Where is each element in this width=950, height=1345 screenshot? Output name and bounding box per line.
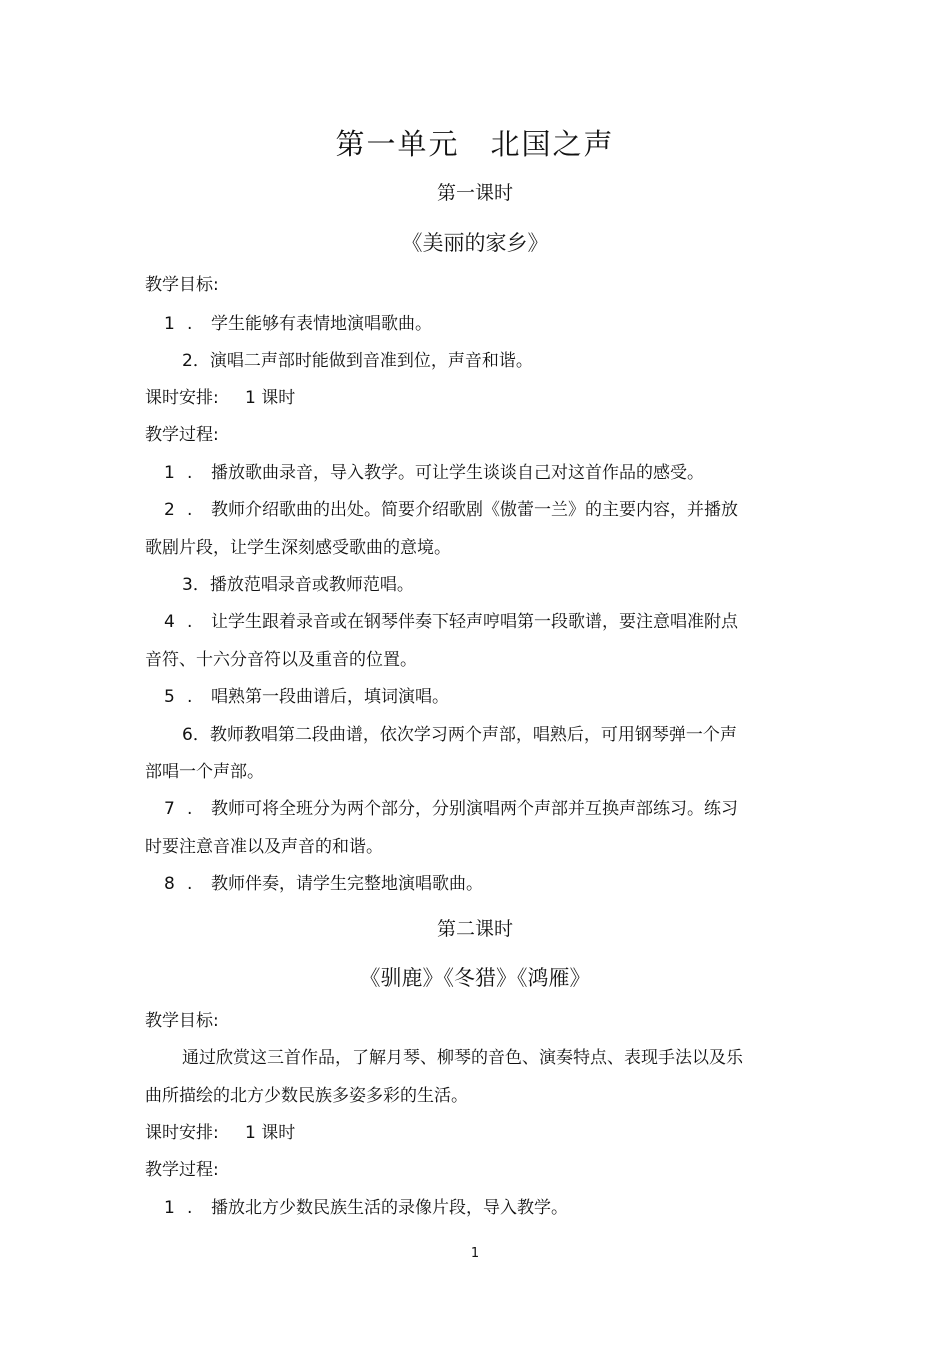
lesson1-step-1-text: 播放歌曲录音，导入教学。可让学生谈谈自己对这首作品的感受。 — [211, 463, 704, 483]
lesson1-step-8-dot: . — [187, 874, 193, 894]
lesson1-song-title: 《美丽的家乡》 — [401, 231, 549, 255]
lesson1-step-7-continuation: 时要注意音准以及声音的和谐。 — [145, 837, 383, 857]
lesson1-goal-1-dot: . — [187, 314, 193, 334]
lesson1-step-1-number: 1 — [164, 463, 175, 483]
lesson1-step-4-text: 让学生跟着录音或在钢琴伴奏下轻声哼唱第一段歌谱，要注意唱准附点 — [211, 612, 738, 632]
lesson1-schedule-label: 课时安排: — [145, 388, 219, 408]
lesson2-song-titles: 《驯鹿》《冬猎》《鸿雁》 — [359, 966, 591, 990]
lesson1-step-6: 6．教师教唱第二段曲谱，依次学习两个声部，唱熟后，可用钢琴弹一个声 — [182, 725, 737, 745]
lesson1-step-8-number: 8 — [164, 874, 175, 894]
lesson1-step-4-dot: . — [187, 612, 193, 632]
lesson1-heading: 第一课时 — [436, 182, 513, 204]
lesson2-heading: 第二课时 — [436, 918, 513, 940]
lesson1-schedule-value: 1 课时 — [245, 388, 296, 408]
lesson1-step-3: 3．播放范唱录音或教师范唱。 — [182, 575, 414, 595]
lesson1-goals-label: 教学目标: — [145, 275, 219, 295]
lesson1-goal-1-number: 1 — [164, 314, 175, 334]
lesson1-step-5-dot: . — [187, 687, 193, 707]
lesson1-step-7-number: 7 — [164, 799, 175, 819]
lesson1-goal-1-text: 学生能够有表情地演唱歌曲。 — [211, 314, 432, 334]
lesson1-process-label: 教学过程: — [145, 425, 219, 445]
lesson1-step-2-continuation: 歌剧片段，让学生深刻感受歌曲的意境。 — [145, 538, 451, 558]
lesson1-step-6-continuation: 部唱一个声部。 — [145, 762, 264, 782]
lesson1-step-2-number: 2 — [164, 500, 175, 520]
lesson2-goals-label: 教学目标: — [145, 1011, 219, 1031]
unit-title: 第一单元 北国之声 — [335, 127, 615, 161]
lesson1-goal-2: 2．演唱二声部时能做到音准到位，声音和谐。 — [182, 351, 533, 371]
lesson1-step-4-number: 4 — [164, 612, 175, 632]
lesson1-step-4-continuation: 音符、十六分音符以及重音的位置。 — [145, 650, 417, 670]
lesson2-schedule-value: 1 课时 — [245, 1123, 296, 1143]
lesson1-step-1-dot: . — [187, 463, 193, 483]
lesson1-step-2-dot: . — [187, 500, 193, 520]
lesson1-step-5-text: 唱熟第一段曲谱后，填词演唱。 — [211, 687, 449, 707]
lesson2-process-label: 教学过程: — [145, 1160, 219, 1180]
page-number: 1 — [470, 1246, 480, 1261]
lesson2-goal-continuation: 曲所描绘的北方少数民族多姿多彩的生活。 — [145, 1086, 468, 1106]
lesson2-step-1-number: 1 — [164, 1198, 175, 1218]
lesson1-step-5-number: 5 — [164, 687, 175, 707]
lesson2-step-1-dot: . — [187, 1198, 193, 1218]
lesson1-step-7-dot: . — [187, 799, 193, 819]
lesson1-step-7-text: 教师可将全班分为两个部分，分别演唱两个声部并互换声部练习。练习 — [211, 799, 738, 819]
lesson1-step-8-text: 教师伴奏，请学生完整地演唱歌曲。 — [211, 874, 483, 894]
lesson2-step-1-text: 播放北方少数民族生活的录像片段，导入教学。 — [211, 1198, 568, 1218]
lesson2-goal-text: 通过欣赏这三首作品，了解月琴、柳琴的音色、演奏特点、表现手法以及乐 — [182, 1048, 743, 1068]
lesson2-schedule-label: 课时安排: — [145, 1123, 219, 1143]
lesson1-step-2-text: 教师介绍歌曲的出处。简要介绍歌剧《傲蕾一兰》的主要内容，并播放 — [211, 500, 738, 520]
